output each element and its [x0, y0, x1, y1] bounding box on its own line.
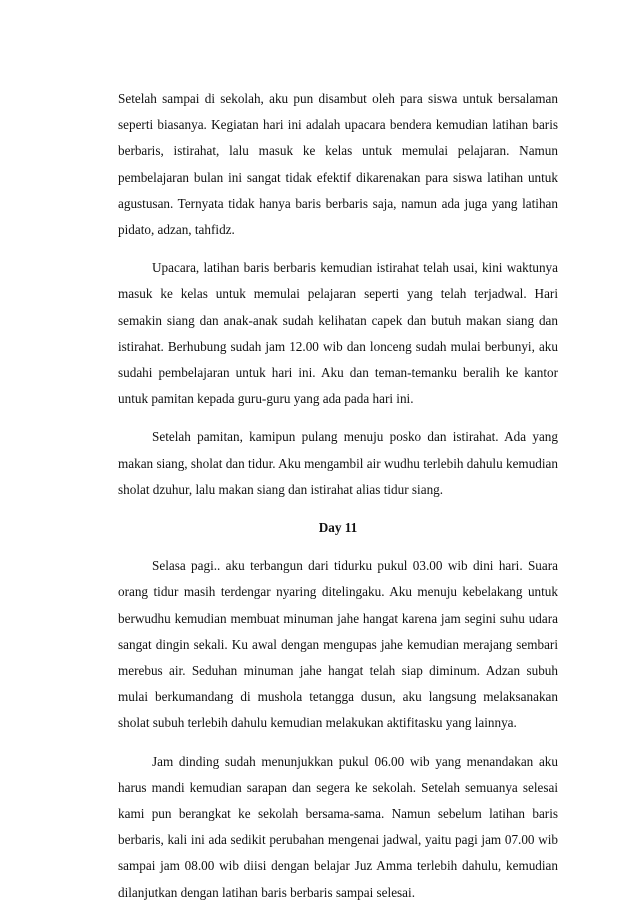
paragraph-return-posko: Setelah pamitan, kamipun pulang menuju posko dan istirahat. Ada yang makan siang, sholat dan tidur. Aku mengambil air wudhu terlebih dahulu kemudian sholat dzuhur, lalu makan siang dan istirahat alias tidur siang.	[118, 429, 558, 497]
paragraph-morning-routine: Selasa pagi.. aku terbangun dari tidurku pukul 03.00 wib dini hari. Suara orang tidur masih terdengar nyaring ditelingaku. Aku menuju kebelakang untuk berwudhu kemudian membuat minuman jahe hangat karena jam segini suhu udara sangat dingin sekali. Ku awal dengan mengupas jahe kemudian merajang sembari merebus air. Seduhan minuman jahe hangat telah siap diminum. Adzan subuh mulai berkumandang di mushola tetangga dusun, aku langsung melaksanakan sholat subuh terlebih dahulu kemudian melakukan aktifitasku yang lainnya.	[118, 558, 558, 731]
paragraph-school-arrival: Setelah sampai di sekolah, aku pun disambut oleh para siswa untuk bersalaman seperti biasanya. Kegiatan hari ini adalah upacara bendera kemudian latihan baris berbaris, istirahat, lalu masuk ke kelas untuk memulai pelajaran. Namun pembelajaran bulan ini sangat tidak efektif dikarenakan para siswa latihan untuk agustusan. Ternyata tidak hanya baris berbaris saja, namun ada juga yang latihan pidato, adzan, tahfidz.	[118, 91, 558, 238]
paragraph-class-session: Upacara, latihan baris berbaris kemudian istirahat telah usai, kini waktunya masuk ke kelas untuk memulai pelajaran seperti yang telah terjadwal. Hari semakin siang dan anak-anak sudah kelihatan capek dan butuh makan siang dan istirahat. Berhubung sudah jam 12.00 wib dan lonceng sudah mulai berbunyi, aku sudahi pembelajaran untuk hari ini. Aku dan teman-temanku beralih ke kantor untuk pamitan kepada guru-guru yang ada pada hari ini.	[118, 260, 558, 407]
document-page	[118, 86, 558, 918]
paragraph-school-schedule: Jam dinding sudah menunjukkan pukul 06.00 wib yang menandakan aku harus mandi kemudian sarapan dan segera ke sekolah. Setelah semuanya selesai kami pun berangkat ke sekolah bersama-sama. Namun sebelum latihan baris berbaris, kali ini ada sedikit perubahan mengenai jadwal, yaitu pagi jam 07.00 wib sampai jam 08.00 wib diisi dengan belajar Juz Amma terlebih dahulu, kemudian dilanjutkan dengan latihan baris berbaris sampai selesai.	[118, 753, 558, 900]
day-heading: Day 11	[318, 520, 358, 536]
